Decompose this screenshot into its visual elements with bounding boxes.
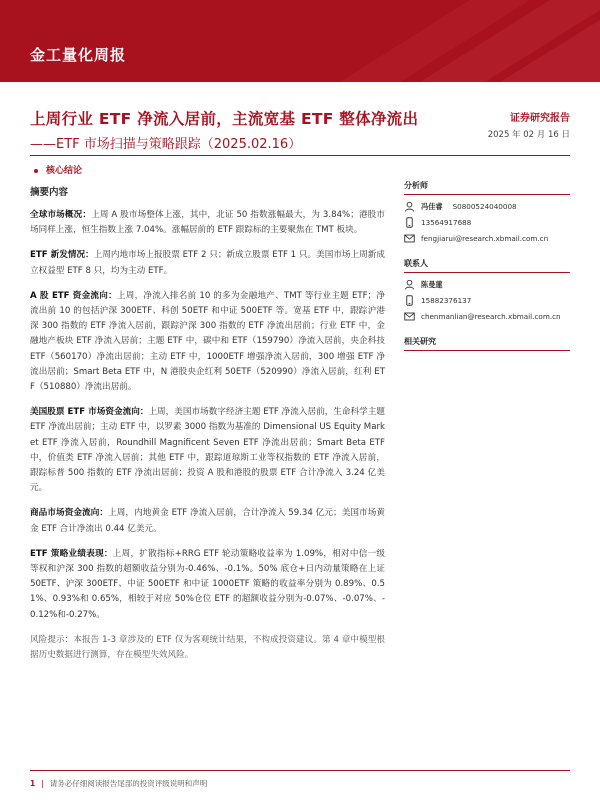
contact-phone: 15882376137: [421, 296, 472, 305]
title-divider: [30, 155, 570, 156]
summary-paragraph-etf-new-issues: [30, 248, 385, 278]
phone-icon: [404, 295, 415, 306]
banner-decoration: [300, 0, 600, 82]
email-icon: [404, 311, 415, 322]
sidebar: [404, 180, 570, 356]
paragraph-text: 上周，内地黄金 ETF 净流入居前，合计净流入 59.34 亿元；美国市场黄金 ETF 合计净流出 0.44 亿美元。: [30, 508, 385, 534]
paragraph-text: 上周内地市场上报股票 ETF 2 只；新成立股票 ETF 1 只。美国市场上周新成立权益型 ETF 8 只，均为主动 ETF。: [30, 250, 385, 276]
contact-phone-row: [404, 294, 570, 307]
paragraph-label: 全球市场概况：: [30, 210, 92, 220]
analyst-name: 冯佳睿: [421, 201, 443, 211]
core-conclusion-heading: [34, 163, 82, 176]
report-subtitle: ——ETF 市场扫描与策略跟踪（2025.02.16）: [30, 137, 302, 152]
paragraph-text: 上周 A 股市场整体上涨，其中，北证 50 指数涨幅最大，为 3.84%；港股市场同样上涨，恒生指数上涨 7.04%。涨幅居前的 ETF 跟踪标的主要聚焦在 TMT 板块。: [30, 210, 385, 236]
paragraph-text: 上周，扩散指标+RRG ETF 轮动策略收益率为 1.09%，相对中信一级等权和沪深 300 指数的超额收益分别为-0.46%、-0.1%。50% 底仓+日内动量策略在上证 50ETF、沪深 300ETF、中证 500ETF 和中证 1000ETF 策略的收益率分别为 0.89%、0.51%、0.93%和 0.65%，相较于对应 50%仓位 ETF 的超额收益分别为-0.07%、-0.07%、-0.12%和-0.27%。: [30, 548, 385, 620]
paragraph-label: 美国股票 ETF 市场资金流向：: [30, 407, 149, 418]
footer: [30, 778, 207, 789]
analyst-email-row: [404, 232, 570, 245]
summary-paragraph-us-flows: [30, 405, 385, 496]
page-number: 1: [30, 779, 36, 788]
summary-paragraph-commodity-flows: [30, 506, 385, 536]
risk-warning: 风险提示：本报告 1-3 章涉及的 ETF 仅为客观统计结果，不构成投资建议。第 4 章中模型根据历史数据进行测算，存在模型失效风险。: [30, 634, 385, 661]
core-conclusion-label: 核心结论: [46, 166, 83, 176]
summary-title: 摘要内容: [30, 187, 69, 198]
summary-paragraph-a-share-flows: [30, 289, 385, 395]
paragraph-label: 商品市场资金流向：: [30, 508, 109, 519]
contact-heading: 联系人: [404, 258, 570, 273]
analyst-name-row: [404, 200, 570, 213]
paragraph-text: 上周，美国市场数字经济主题 ETF 净流入居前，生命科学主题 ETF 净流出居前；主动 ETF 中，以罗素 3000 指数为基准的 Dimensional US Equity Market ETF 净流入居前，Roundhill Magnificent Seven ETF 净流出居前；Smart Beta ETF 中，价值类 ETF 净流入居前；其他 ETF 中，跟踪道琼斯工业等权指数的 ETF 净流入居前，跟踪标普 500 指数的 ETF 净流出居前；投资 A 股和港股的股票 ETF 合计净流入 3.24 亿美元。: [30, 407, 385, 494]
contact-email[interactable]: chenmanlian@research.xbmail.com.cn: [421, 312, 561, 321]
analyst-email[interactable]: fengjiarui@research.xbmail.com.cn: [421, 234, 549, 243]
paragraph-label: ETF 策略业绩表现：: [30, 548, 113, 559]
analyst-phone: 13564917688: [421, 218, 472, 227]
paragraph-text: 上周，净流入排名前 10 的多为金融地产、TMT 等行业主题 ETF；净流出前 10 的包括沪深 300ETF、科创 50ETF 和中证 500ETF 等。宽基 ETF 中，跟踪沪港深 300 指数的 ETF 净流入居前，跟踪沪深 300 指数的 ETF 净流出居前；行业 ETF 中，金融地产板块 ETF 净流入居前；主题 ETF 中，碳中和 ETF（159790）净流入居前，央企科技 ETF（560170）净流出居前；主动 ETF 中，1000ETF 增强净流入居前，300 增强 ETF 净流出居前；Smart Beta ETF 中，N 港股央企红利 50ETF（520990）净流入居前，红利 ETF（510880）净流出居前。: [30, 290, 385, 393]
footer-separator: |: [41, 779, 44, 788]
report-series-name: 金工量化周报: [30, 46, 127, 64]
person-icon: [404, 279, 415, 290]
analyst-heading: 分析师: [404, 180, 570, 195]
email-icon: [404, 233, 415, 244]
person-icon: [404, 201, 415, 212]
paragraph-label: A 股 ETF 资金流向：: [30, 290, 117, 301]
header-banner: [0, 0, 600, 82]
report-date: 2025 年 02 月 16 日: [487, 130, 570, 140]
contact-name-row: [404, 278, 570, 291]
contact-name: 陈曼蓮: [421, 279, 443, 289]
summary-column: [30, 180, 385, 673]
footer-disclaimer: 请务必仔细阅读报告尾部的投资评级说明和声明: [49, 779, 208, 788]
paragraph-label: ETF 新发情况：: [30, 250, 94, 261]
contact-email-row: [404, 310, 570, 323]
footer-divider: [30, 770, 570, 771]
bullet-icon: [34, 169, 38, 173]
summary-paragraph-global-market: [30, 208, 385, 238]
phone-icon: [404, 217, 415, 228]
summary-paragraph-strategy-performance: [30, 547, 385, 623]
analyst-certificate: S0800524040008: [452, 202, 517, 211]
analyst-phone-row: [404, 216, 570, 229]
report-title: 上周行业 ETF 净流入居前，主流宽基 ETF 整体净流出: [30, 110, 419, 128]
related-research-heading: 相关研究: [404, 336, 570, 351]
report-type: 证券研究报告: [510, 113, 570, 124]
